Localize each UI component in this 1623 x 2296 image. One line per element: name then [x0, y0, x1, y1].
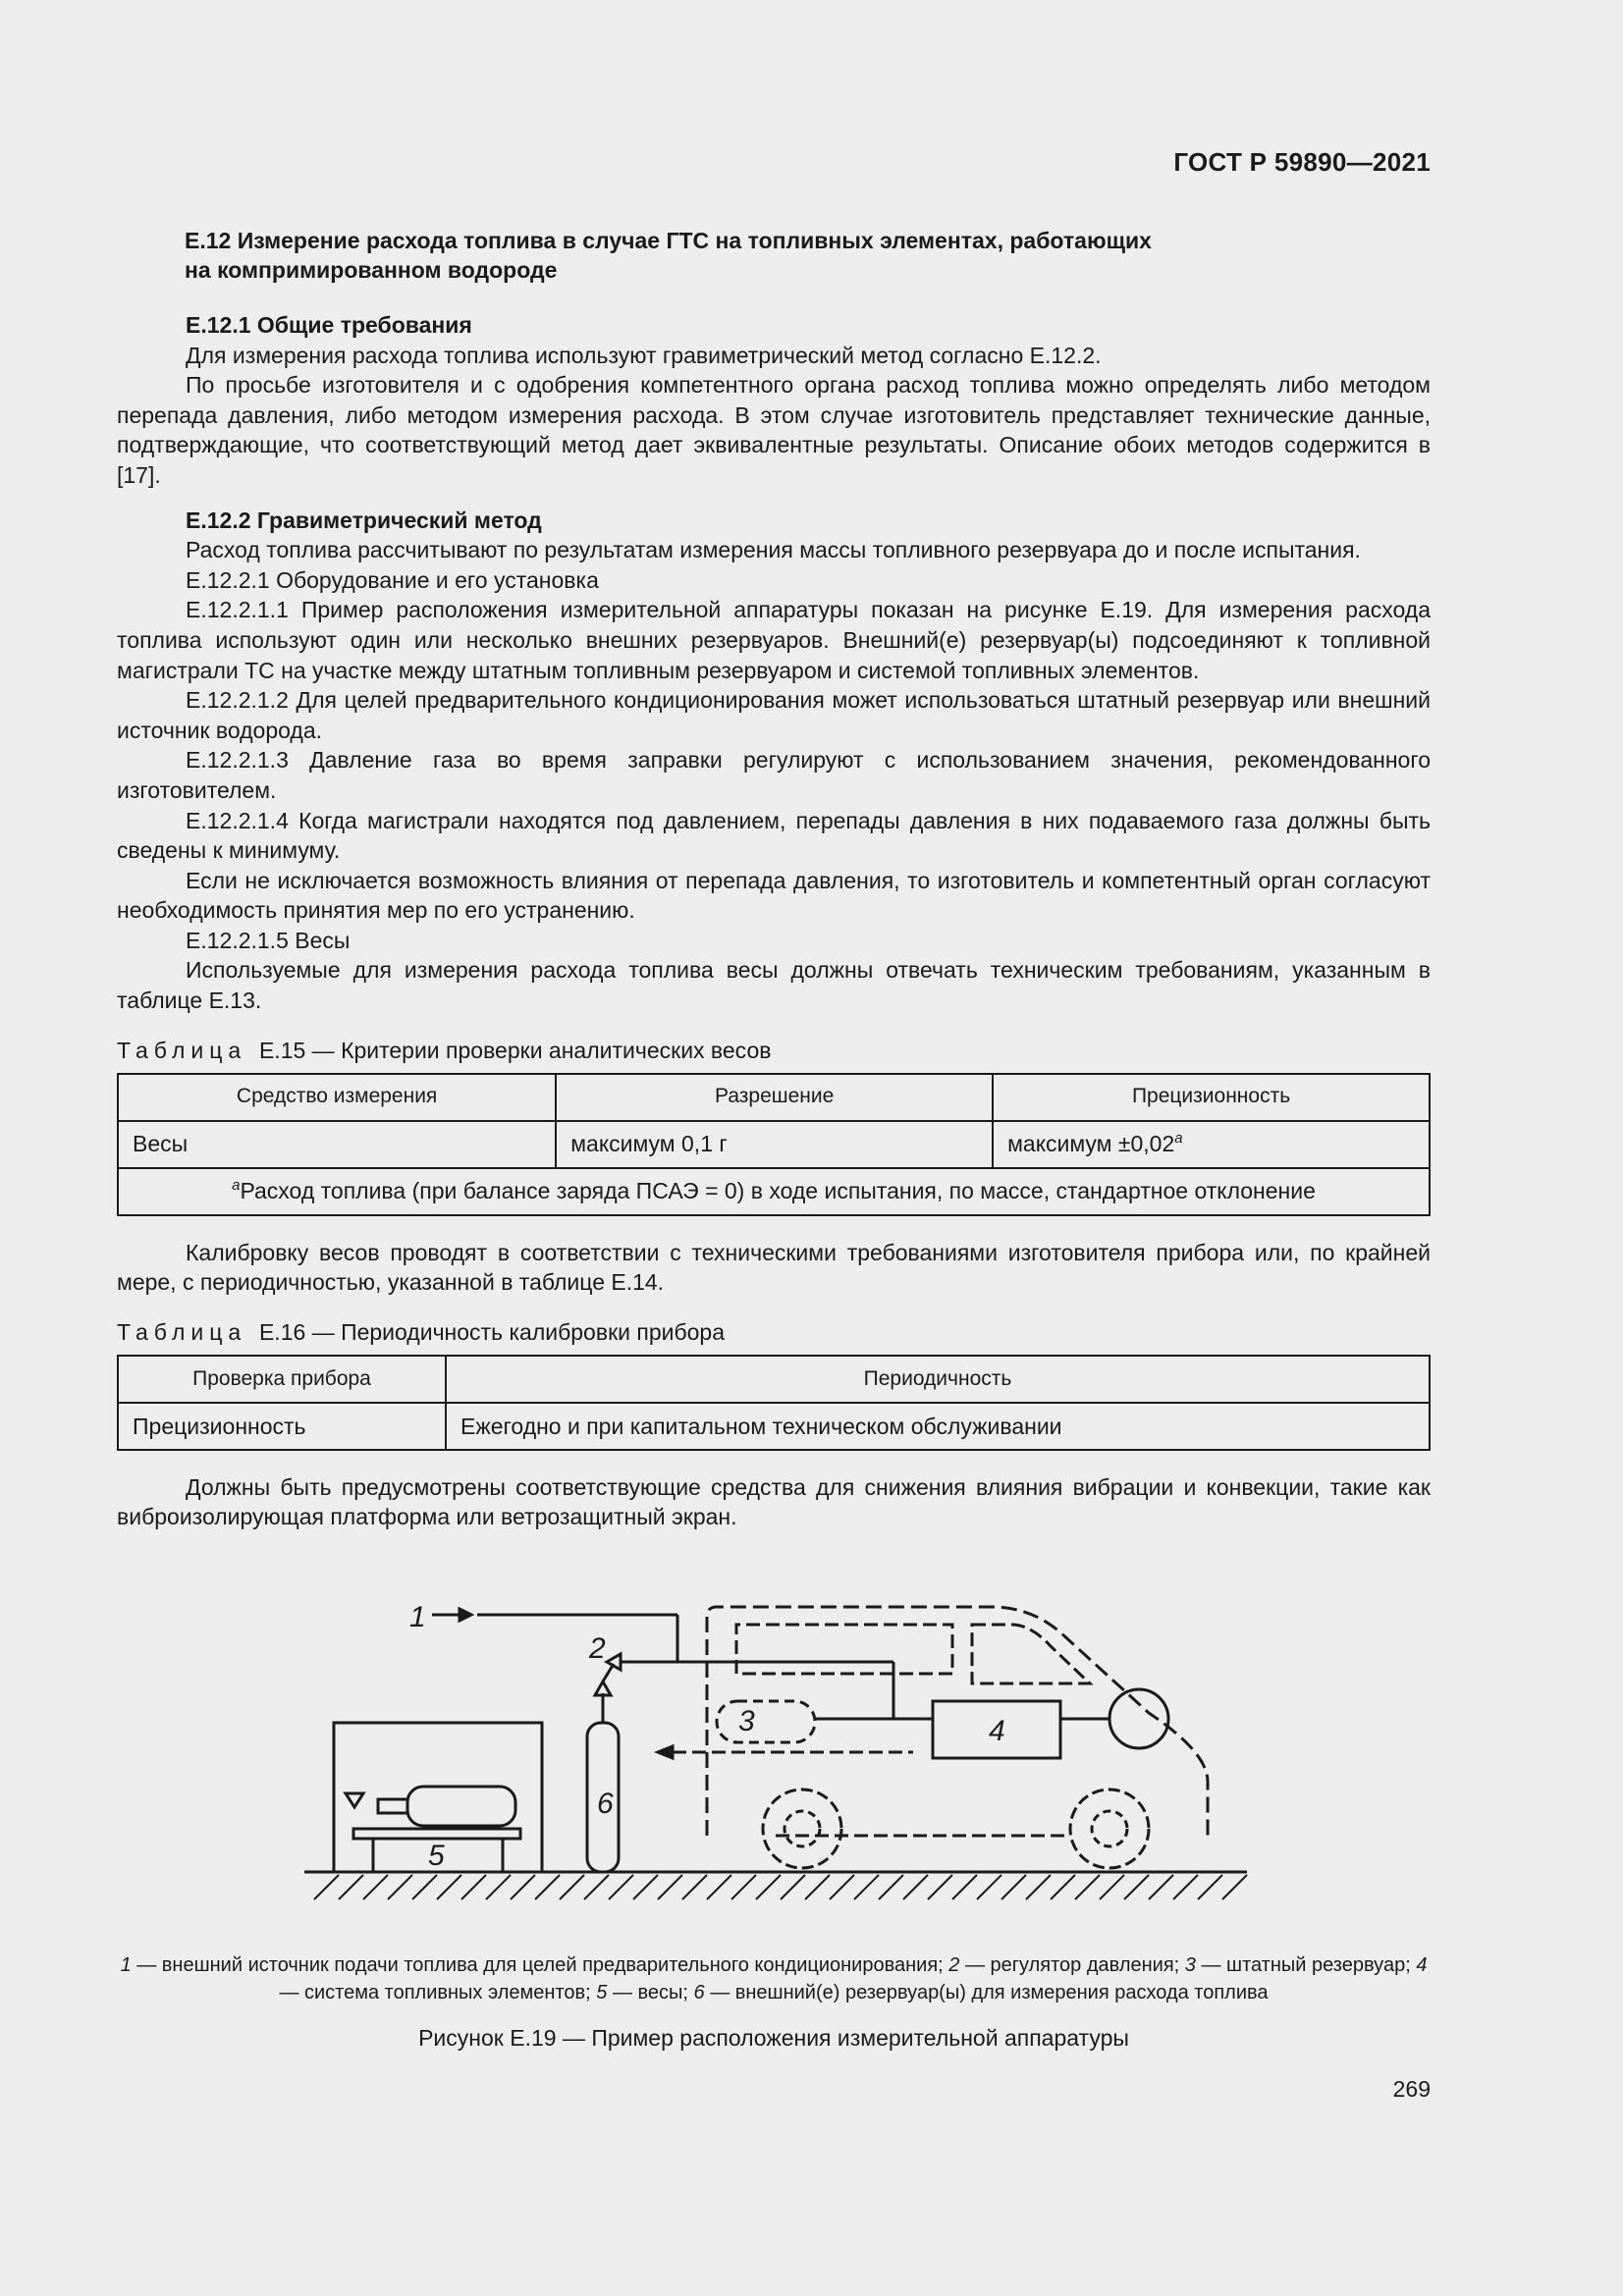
section-title-line-1: Е.12 Измерение расхода топлива в случае ГТС на топливных элементах, работающих — [185, 228, 1152, 253]
legend-text: — внешний(е) резервуар(ы) для измерения расхода топлива — [704, 1982, 1269, 2003]
legend-number: 5 — [596, 1982, 608, 2003]
legend-text: — штатный резервуар; — [1195, 1954, 1417, 1976]
footnote-marker: a — [1174, 1130, 1183, 1148]
figure-label-6: 6 — [597, 1788, 614, 1820]
figure-legend — [117, 1951, 1431, 2006]
section-title-line-2: на компримированном водороде — [185, 257, 558, 283]
table-1-header: Разрешение — [556, 1074, 993, 1121]
paragraph: Е.12.2.1.1 Пример расположения измерительной аппаратуры показан на рисунке Е.19. Для измерения расхода топлива используют один или несколько внешних резервуаров. Внешний(е) резервуар(ы) подсоединяют к топливной магистрали ТС на участке между штатным топливным резервуаром и системой топливных элементов. — [117, 597, 1431, 683]
scale-platform — [353, 1829, 520, 1839]
legend-number: 2 — [948, 1954, 960, 1976]
figure-label-5: 5 — [428, 1840, 445, 1872]
cylinder-on-scale — [407, 1787, 515, 1826]
legend-text: — весы; — [607, 1982, 694, 2003]
measurement-setup-figure — [285, 1585, 1257, 1919]
section-title — [185, 226, 1363, 285]
table-1-cell: Весы — [118, 1121, 556, 1168]
document-number: ГОСТ Р 59890—2021 — [1173, 147, 1431, 177]
paragraph: Е.12.2.1.5 Весы — [186, 927, 351, 953]
tank-front — [1109, 1689, 1168, 1748]
vehicle-window — [736, 1625, 952, 1674]
figure-label-3: 3 — [738, 1705, 755, 1737]
paragraph: Е.12.2.1.3 Давление газа во время заправки регулируют с использованием значения, рекомендованного изготовителем. — [117, 747, 1431, 803]
figure-label-1: 1 — [409, 1601, 426, 1633]
heading-general-requirements: Е.12.1 Общие требования — [186, 312, 472, 338]
table-2-caption — [117, 1317, 1431, 1347]
figure-label-2: 2 — [589, 1632, 606, 1665]
footnote-marker: a — [232, 1177, 241, 1195]
legend-number: 6 — [693, 1982, 705, 2003]
paragraph: Е.12.2.1.4 Когда магистрали находятся под давлением, перепады давления в них подаваемого газа должны быть сведены к минимуму. — [117, 807, 1431, 864]
paragraph: Для измерения расхода топлива используют гравиметрический метод согласно Е.12.2. — [186, 342, 1102, 368]
table-2-header: Периодичность — [446, 1356, 1430, 1403]
vehicle-body — [707, 1607, 1208, 1836]
table-1-caption — [117, 1036, 1431, 1065]
table-2-caption-title: Е.16 — Периодичность калибровки прибора — [258, 1318, 726, 1345]
page-number: 269 — [1392, 2076, 1431, 2102]
table-1-cell-with-note — [993, 1121, 1430, 1168]
ground-hatching — [314, 1875, 1247, 1899]
heading-gravimetric-method: Е.12.2 Гравиметрический метод — [186, 507, 542, 533]
table-2 — [117, 1355, 1431, 1451]
front-wheel — [1070, 1789, 1149, 1868]
table-1-cell: максимум 0,1 г — [556, 1121, 993, 1168]
legend-text: — система топливных элементов; — [279, 1982, 597, 2003]
table-1 — [117, 1073, 1431, 1216]
paragraph: Е.12.2.1.2 Для целей предварительного кондиционирования может использоваться штатный резервуар или внешний источник водорода. — [117, 687, 1431, 743]
table-2-header: Проверка прибора — [118, 1356, 446, 1403]
table-2-cell: Ежегодно и при капитальном техническом обслуживании — [446, 1403, 1430, 1450]
table-1-footnote-text: Расход топлива (при балансе заряда ПСАЭ = 0) в ходе испытания, по массе, стандартное отклонение — [240, 1178, 1316, 1204]
legend-number: 4 — [1416, 1954, 1428, 1976]
pressure-regulator — [607, 1654, 621, 1670]
table-1-footnote — [118, 1168, 1430, 1215]
onboard-tank — [717, 1701, 815, 1742]
table-2-cell: Прецизионность — [118, 1403, 446, 1450]
table-1-header: Прецизионность — [993, 1074, 1430, 1121]
table-1-header: Средство измерения — [118, 1074, 556, 1121]
paragraph: Е.12.2.1 Оборудование и его установка — [186, 566, 599, 593]
legend-number: 3 — [1184, 1954, 1196, 1976]
table-1-cell-value: максимум ±0,02 — [1007, 1131, 1175, 1157]
rear-wheel — [763, 1789, 841, 1868]
paragraph: Расход топлива рассчитывают по результатам измерения массы топливного резервуара до и после испытания. — [186, 537, 1361, 563]
figure-caption: Рисунок Е.19 — Пример расположения измерительной аппаратуры — [418, 2025, 1129, 2051]
paragraph: Должны быть предусмотрены соответствующие средства для снижения влияния вибрации и конвекции, такие как виброизолирующая платформа или ветрозащитный экран. — [117, 1473, 1431, 1530]
figure-label-4: 4 — [989, 1715, 1005, 1747]
legend-number: 1 — [120, 1954, 132, 1976]
legend-text: — внешний источник подачи топлива для целей предварительного кондиционирования; — [131, 1954, 949, 1976]
paragraph: Если не исключается возможность влияния от перепада давления, то изготовитель и компетентный орган согласуют необходимость принятия мер по его устранению. — [117, 867, 1431, 924]
table-1-caption-title: Е.15 — Критерии проверки аналитических весов — [258, 1037, 772, 1063]
vehicle-window — [972, 1625, 1090, 1683]
body-text — [117, 310, 1431, 1532]
paragraph: По просьбе изготовителя и с одобрения компетентного органа расход топлива можно определять либо методом перепада давления, либо методом измерения расхода. В этом случае изготовитель представляет технические данные, подтверждающие, что соответствующий метод дает эквивалентные результаты. Описание обоих методов содержится в [17]. — [117, 372, 1431, 488]
legend-text: — регулятор давления; — [959, 1954, 1185, 1976]
table-2-caption-prefix: Таблица — [117, 1318, 247, 1345]
paragraph: Используемые для измерения расхода топлива весы должны отвечать техническим требованиям, указанным в таблице Е.13. — [117, 957, 1431, 1014]
table-1-caption-prefix: Таблица — [117, 1037, 247, 1063]
paragraph: Калибровку весов проводят в соответствии с техническими требованиями изготовителя прибора или, по крайней мере, с периодичностью, указанной в таблице Е.14. — [117, 1239, 1431, 1296]
